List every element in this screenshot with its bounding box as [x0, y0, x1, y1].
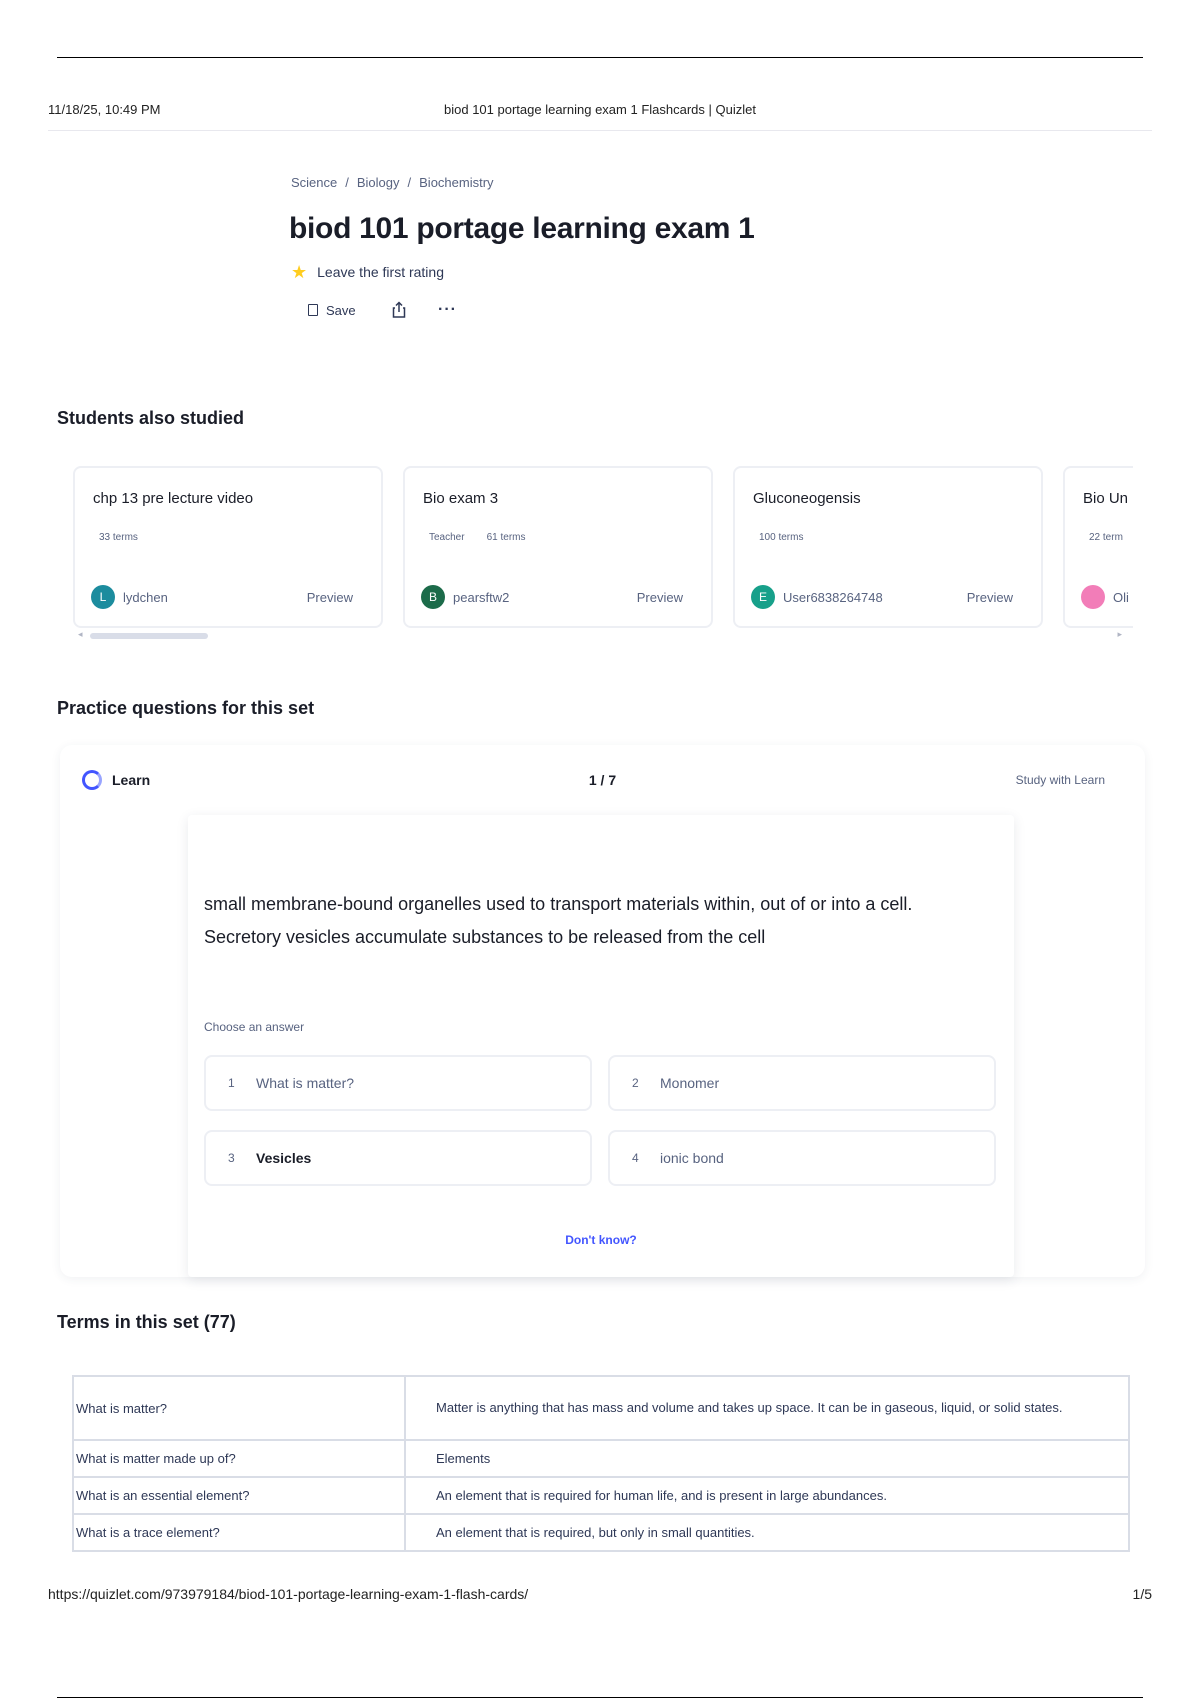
- study-with-learn-link[interactable]: Study with Learn: [1015, 773, 1105, 787]
- card-terms: 22 term: [1089, 532, 1123, 543]
- definition-cell: An element that is required for human life, and is present in large abundances.: [405, 1477, 1129, 1514]
- definition-cell: Matter is anything that has mass and volume and takes up space. It can be in gaseous, liquid, or solid states.: [405, 1376, 1129, 1440]
- breadcrumb-separator: /: [407, 175, 412, 190]
- table-row: [73, 1440, 1129, 1477]
- bookmark-icon: [308, 304, 318, 316]
- share-icon: [390, 301, 408, 319]
- terms-table: [72, 1375, 1130, 1552]
- print-header-divider: [48, 130, 1152, 131]
- option-text: Vesicles: [256, 1150, 312, 1166]
- definition-cell: An element that is required, but only in small quantities.: [405, 1514, 1129, 1551]
- set-title: biod 101 portage learning exam 1: [289, 212, 755, 245]
- card-terms: 100 terms: [759, 532, 804, 543]
- rating-text[interactable]: Leave the first rating: [317, 264, 444, 280]
- share-button[interactable]: [390, 301, 438, 319]
- more-options-button[interactable]: [438, 301, 457, 319]
- preview-button[interactable]: Preview: [966, 590, 1013, 605]
- breadcrumb: [291, 175, 494, 190]
- card-user: [751, 585, 883, 609]
- breadcrumb-separator: /: [345, 175, 349, 190]
- card-title: chp 13 pre lecture video: [93, 490, 254, 507]
- card-user: [421, 585, 509, 609]
- table-row: [73, 1477, 1129, 1514]
- preview-button[interactable]: Preview: [306, 590, 353, 605]
- question-card: [188, 815, 1014, 1277]
- definition-cell: Elements: [405, 1440, 1129, 1477]
- card-user: [91, 585, 168, 609]
- dont-know-button[interactable]: Don't know?: [565, 1233, 637, 1247]
- table-row: [73, 1376, 1129, 1440]
- scroll-right-icon[interactable]: ▸: [1117, 629, 1122, 639]
- breadcrumb-science[interactable]: Science: [291, 175, 338, 190]
- terms-heading: Terms in this set (77): [57, 1312, 236, 1332]
- card-user: [1081, 585, 1129, 609]
- study-set-card[interactable]: [1063, 466, 1133, 628]
- option-text: ionic bond: [660, 1150, 724, 1166]
- table-row: [73, 1514, 1129, 1551]
- option-text: What is matter?: [256, 1075, 355, 1091]
- print-header: [48, 102, 1152, 122]
- card-username: User6838264748: [783, 589, 883, 605]
- card-meta: [99, 532, 138, 543]
- study-set-card[interactable]: [733, 466, 1043, 628]
- print-page-title: biod 101 portage learning exam 1 Flashcards | Quizlet: [444, 102, 756, 117]
- avatar: L: [91, 585, 115, 609]
- learn-label-text: Learn: [112, 772, 151, 788]
- study-sets-carousel: [73, 466, 1133, 632]
- card-terms: 61 terms: [486, 532, 526, 543]
- card-terms: 33 terms: [99, 532, 138, 543]
- card-meta: [759, 532, 803, 543]
- print-url: https://quizlet.com/973979184/biod-101-portage-learning-exam-1-flash-cards/: [48, 1586, 529, 1602]
- card-title: Bio exam 3: [423, 490, 499, 507]
- answer-option-3[interactable]: [204, 1130, 592, 1186]
- save-label: Save: [326, 302, 356, 318]
- save-button[interactable]: [308, 303, 390, 318]
- scroll-left-icon[interactable]: ◂: [78, 629, 83, 639]
- answer-option-4[interactable]: [608, 1130, 996, 1186]
- option-number: 1: [228, 1076, 235, 1090]
- answer-option-2[interactable]: [608, 1055, 996, 1111]
- term-cell: What is a trace element?: [73, 1514, 405, 1551]
- avatar: E: [751, 585, 775, 609]
- card-username: lydchen: [123, 589, 168, 605]
- more-horizontal-icon: ···: [438, 301, 457, 318]
- preview-button[interactable]: Preview: [636, 590, 683, 605]
- study-set-card[interactable]: [403, 466, 713, 628]
- card-title: Gluconeogensis: [753, 490, 861, 507]
- question-prompt: small membrane-bound organelles used to transport materials within, out of or into a cell. Secretory vesicles accumulate substances to be released from the cell: [204, 894, 913, 947]
- term-cell: What is matter?: [73, 1376, 405, 1440]
- option-number: 4: [632, 1151, 639, 1165]
- scrollbar-thumb[interactable]: [90, 633, 208, 639]
- answer-option-1[interactable]: [204, 1055, 592, 1111]
- card-username: Oli: [1113, 589, 1129, 605]
- card-meta: [1089, 532, 1123, 543]
- breadcrumb-biochemistry[interactable]: Biochemistry: [419, 175, 494, 190]
- print-page-number: 1/5: [1132, 1586, 1152, 1602]
- study-set-card[interactable]: [73, 466, 383, 628]
- term-cell: What is an essential element?: [73, 1477, 405, 1514]
- card-username: pearsftw2: [453, 589, 510, 605]
- choose-answer-label: Choose an answer: [204, 1020, 305, 1034]
- practice-panel: [60, 745, 1145, 1277]
- rating-row[interactable]: [291, 263, 444, 281]
- card-meta: [429, 532, 525, 543]
- card-role-badge: Teacher: [429, 532, 465, 543]
- students-also-studied-heading: Students also studied: [57, 408, 245, 428]
- option-number: 2: [632, 1076, 639, 1090]
- avatar: B: [421, 585, 445, 609]
- option-text: Monomer: [660, 1075, 720, 1091]
- breadcrumb-biology[interactable]: Biology: [356, 175, 400, 190]
- avatar: [1081, 585, 1105, 609]
- page-bottom-rule: [57, 1697, 1143, 1698]
- star-icon: ★: [291, 262, 308, 282]
- print-date: 11/18/25, 10:49 PM: [48, 102, 161, 117]
- question-counter: 1 / 7: [588, 772, 617, 788]
- card-title: Bio Un: [1083, 490, 1129, 507]
- term-cell: What is matter made up of?: [73, 1440, 405, 1477]
- carousel-scrollbar[interactable]: [78, 629, 1122, 639]
- practice-questions-heading: Practice questions for this set: [57, 698, 315, 718]
- option-number: 3: [228, 1151, 235, 1165]
- set-actions: [308, 301, 457, 319]
- page-top-rule: [57, 57, 1143, 58]
